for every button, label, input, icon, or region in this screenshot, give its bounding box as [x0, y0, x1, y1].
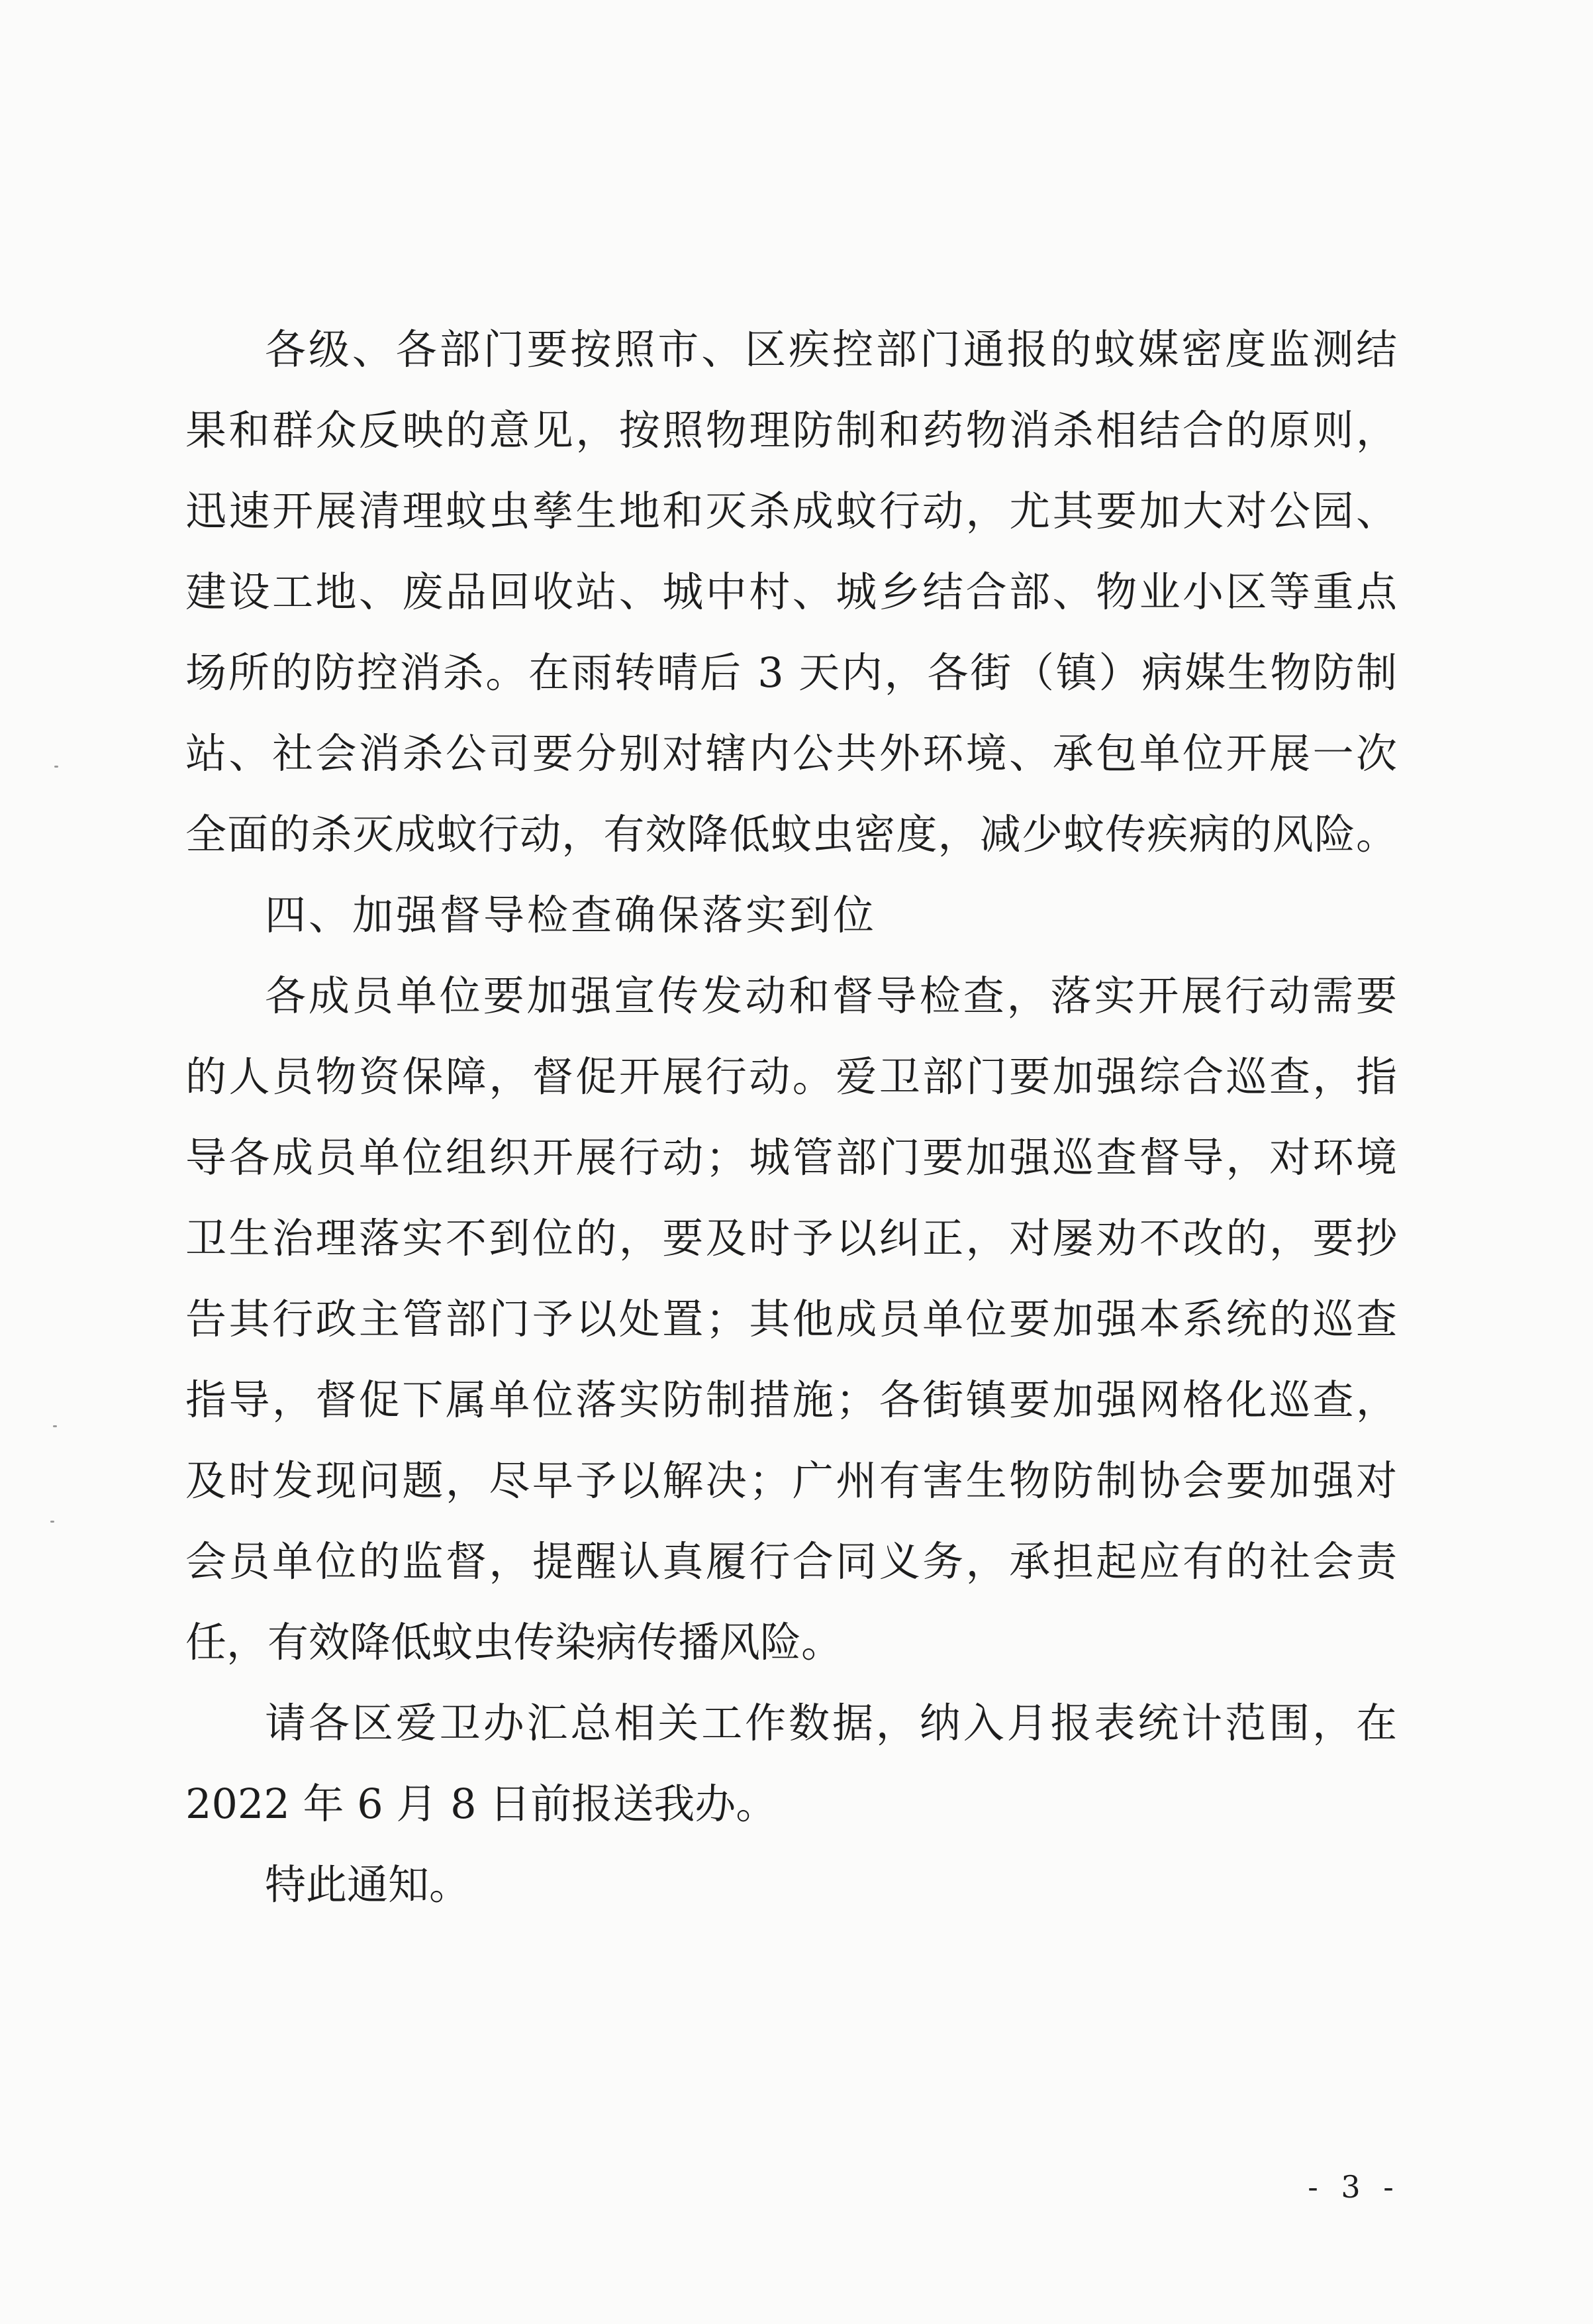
scan-speck — [54, 766, 58, 768]
paragraph-2-line-3: 导各成员单位组织开展行动；城管部门要加强巡查督导，对环境 — [185, 1133, 1397, 1182]
paragraph-2-line-6: 指导，督促下属单位落实防制措施；各街镇要加强网格化巡查， — [185, 1376, 1397, 1424]
paragraph-1-line-3: 迅速开展清理蚊虫孳生地和灭杀成蚊行动，尤其要加大对公园、 — [185, 487, 1397, 535]
paragraph-2-line-5: 告其行政主管部门予以处置；其他成员单位要加强本系统的巡查 — [185, 1295, 1397, 1343]
scan-speck — [50, 1521, 54, 1523]
paragraph-2-line-9: 任，有效降低蚊虫传染病传播风险。 — [185, 1618, 843, 1666]
paragraph-1-line-7: 全面的杀灭成蚊行动，有效降低蚊虫密度，减少蚊传疾病的风险。 — [185, 810, 1397, 858]
scan-speck — [53, 1425, 57, 1427]
paragraph-2-line-8: 会员单位的监督，提醒认真履行合同义务，承担起应有的社会责 — [185, 1537, 1397, 1586]
paragraph-1-line-5: 场所的防控消杀。在雨转晴后 3 天内，各街（镇）病媒生物防制 — [185, 648, 1397, 697]
paragraph-2-line-1: 各成员单位要加强宣传发动和督导检查，落实开展行动需要 — [265, 972, 1397, 1020]
paragraph-2-line-7: 及时发现问题，尽早予以解决；广州有害生物防制协会要加强对 — [185, 1456, 1397, 1505]
paragraph-3-line-2: 2022 年 6 月 8 日前报送我办。 — [185, 1780, 777, 1828]
paragraph-2-line-4: 卫生治理落实不到位的，要及时予以纠正，对屡劝不改的，要抄 — [185, 1214, 1397, 1262]
paragraph-2-line-2: 的人员物资保障，督促开展行动。爱卫部门要加强综合巡查，指 — [185, 1052, 1397, 1101]
closing-line: 特此通知。 — [265, 1860, 471, 1909]
paragraph-1-line-6: 站、社会消杀公司要分别对辖内公共外环境、承包单位开展一次 — [185, 729, 1397, 778]
page-number: - 3 - — [1308, 2169, 1400, 2205]
paragraph-3-line-1: 请各区爱卫办汇总相关工作数据，纳入月报表统计范围，在 — [265, 1699, 1397, 1747]
paragraph-1-line-4: 建设工地、废品回收站、城中村、城乡结合部、物业小区等重点 — [185, 568, 1397, 616]
section-heading: 四、加强督导检查确保落实到位 — [265, 891, 877, 939]
paragraph-1-line-2: 果和群众反映的意见，按照物理防制和药物消杀相结合的原则， — [185, 406, 1397, 454]
paragraph-1-line-1: 各级、各部门要按照市、区疾控部门通报的蚊媒密度监测结 — [265, 325, 1397, 374]
